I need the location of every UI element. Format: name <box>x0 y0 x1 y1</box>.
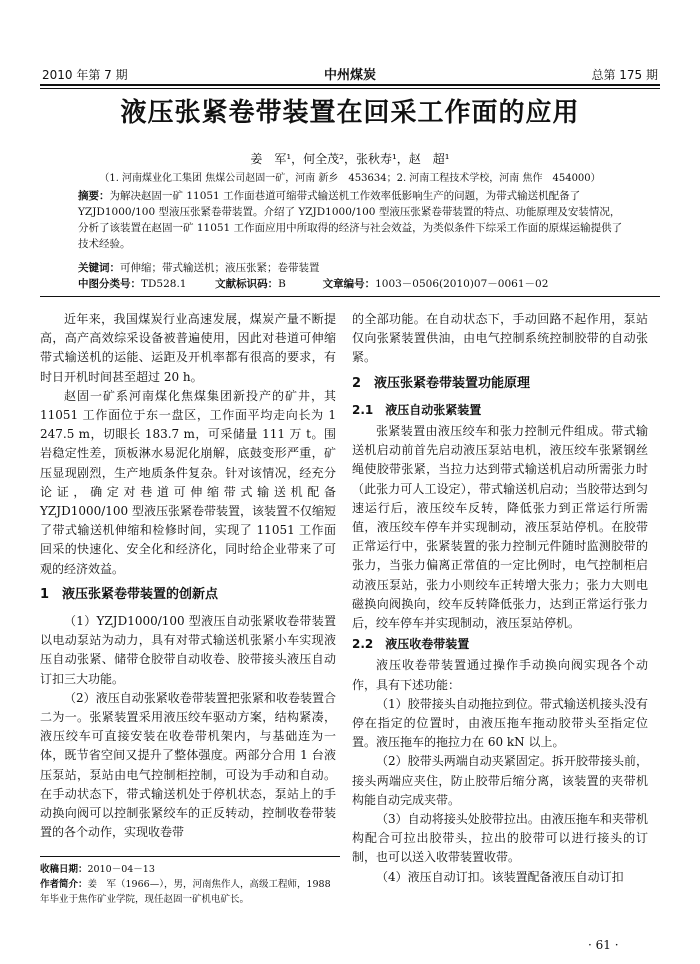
section-2-2-item-1: （1）胶带接头自动拖拉到位。带式输送机接头没有停在指定的位置时，由液压拖车拖动胶带头至指定位置。液压拖车的拖拉力在 60 kN 以上。 <box>352 696 648 750</box>
section-2-1-paragraph: 张紧装置由液压绞车和张力控制元件组成。带式输送机启动前首先启动液压泵站电机，液压绞车张紧钢丝绳使胶带张紧，当拉力达到带式输送机启动所需张力时（此张力可人工设定），带式输送机启动；当胶带达到匀速运行后，液压绞车反转，降低张力到正常运行所需值，液压绞车停车并实现制动，液压泵站停机。在胶带正常运行中，张紧装置的张力控制元件随时监测胶带的张力，当张力偏离正常值的一定比例时，电气控制柜启动液压泵站，张力小则绞车正转增大张力；张力大则电磁换向阀换向，绞车反转降低张力，达到正常运行张力后，绞车停车并实现制动，液压泵站停机。 <box>352 424 648 631</box>
abstract-label: 摘要： <box>78 190 110 202</box>
section-2-2-item-3: （3）自动将接头处胶带拉出。由液压拖车和夹带机构配合可拉出胶带头，拉出的胶带可以进行接头的订制，也可以送入收带装置收带。 <box>352 812 648 865</box>
section-2-2-item-4: （4）液压自动订扣。该装置配备液压自动订扣 <box>376 869 624 884</box>
header-journal: 中州煤炭 <box>323 68 376 83</box>
continued-paragraph: 的全部功能。在自动状态下，手动回路不起作用，泵站仅向张紧装置供油，由电气控制系统控制胶带的自动张紧。 <box>352 312 648 365</box>
header-rule-thin <box>40 88 660 89</box>
section-1-paragraph-2: （2）液压自动张紧收卷带装置把张紧和收卷装置合二为一。张紧装置采用液压绞车驱动方案，结构紧凑，液压绞车可直接安装在收卷带机架内，与基础连为一体，既节省空间又提升了整体强度。两部分合用 1 台液压泵站，泵站由电气控制柜控制，可设为手动和自动。在手动状态下，带式输送机处于停机状态，泵站上的手动换向阀可以控制张紧绞车的正反转动，控制收卷带装置的各个动作，实现收卷带 <box>40 690 336 840</box>
doc-code-value: B <box>278 278 286 290</box>
author-bio: 姜 军（1966—），男，河南焦作人，高级工程师，1988 年毕业于焦作矿业学院，现任赵固一矿机电矿长。 <box>40 879 331 905</box>
intro-paragraph-1: 近年来，我国煤炭行业高速发展，煤炭产量不断提高，高产高效综采设备被普遍使用，因此对巷道可伸缩带式输送机的运能、运距及开机率都有很高的要求，有时日开机时间甚至超过 20 h。 <box>40 312 336 384</box>
article-number-value: 1003－0506(2010)07－0061－02 <box>375 278 549 290</box>
footnote <box>40 862 340 907</box>
clc-label: 中图分类号： <box>78 278 141 290</box>
header-total-issue: 总第 175 期 <box>591 68 658 82</box>
keywords-text: 可伸缩；带式输送机；液压张紧；卷带装置 <box>120 262 320 274</box>
intro-paragraph-2: 赵固一矿系河南煤化焦煤集团新投产的矿井，其 11051 工作面位于东一盘区，工作面平均走向长为 1 247.5 m，切眼长 183.7 m，可采储量 111 万 t。围岩稳定性差，顶板淋水易泥化崩解，底鼓变形严重，矿压显现剧烈，生产地质条件复杂。针对该情况，经充分论证，确定对巷道可伸缩带式输送机配备 YZJD1000/100 型液压张紧卷带装置，该装置不仅缩短了带式输送机伸缩和检修时间，实现了 11051 工作面回采的快速化、安全化和经济化，同时给企业带来了可观的经济效益。 <box>40 388 336 576</box>
header-issue: 2010 年第 7 期 <box>42 68 128 82</box>
section-2-1-heading: 2.1 液压自动张紧装置 <box>352 402 482 417</box>
keywords <box>78 260 626 276</box>
abstract-text: 为解决赵固一矿 11051 工作面巷道可缩带式输送机工作效率低影响生产的问题，为带式输送机配备了 YZJD1000/100 型液压张紧卷带装置。介绍了 YZJD1000/100 型液压张紧卷带装置的特点、功能原理及安装情况，分析了该装置在赵固一矿 11051 工作面应用中所取得的经济与社会效益，为类似条件下综采工作面的原煤运输提供了技术经验。 <box>78 190 623 250</box>
received-label: 收稿日期： <box>40 864 88 875</box>
doc-code-label: 文献标识码： <box>215 278 279 290</box>
section-2-heading: 2 液压张紧卷带装置功能原理 <box>352 375 531 391</box>
clc-value: TD528.1 <box>141 278 187 290</box>
left-column <box>40 310 336 842</box>
abstract-rule <box>40 296 660 297</box>
section-2-2-heading: 2.2 液压收卷带装置 <box>352 637 470 652</box>
keywords-label: 关键词： <box>78 262 120 274</box>
received-date: 2010－04－13 <box>87 864 155 875</box>
abstract <box>78 188 626 252</box>
section-2-2-item-2: （2）胶带头两端自动夹紧固定。拆开胶带接头前，接头两端应夹住，防止胶带后缩分离，该装置的夹带机构能自动完成夹带。 <box>352 754 648 807</box>
page-number: · 61 · <box>588 938 619 952</box>
article-title: 液压张紧卷带装置在回采工作面的应用 <box>120 98 580 128</box>
article-number-label: 文章编号： <box>322 278 376 290</box>
footnote-rule <box>40 856 340 857</box>
affiliation-line: （1. 河南煤业化工集团 焦煤公司赵固一矿，河南 新乡 453634；2. 河南工程技术学校，河南 焦作 454000） <box>99 173 601 184</box>
section-1-paragraph-1: （1）YZJD1000/100 型液压自动张紧收卷带装置以电动泵站为动力，具有对带式输送机张紧小车实现液压自动张紧、储带仓胶带自动收卷、胶带接头液压自动订扣三大功能。 <box>40 614 336 686</box>
header-rule <box>40 84 660 86</box>
classification-line <box>78 276 626 292</box>
section-2-2-intro: 液压收卷带装置通过操作手动换向阀实现各个动作，具有下述功能： <box>352 658 648 692</box>
author-bio-label: 作者简介： <box>40 879 88 890</box>
right-column <box>352 310 648 887</box>
author-line: 姜 军¹，何全茂²，张秋寿¹，赵 超¹ <box>250 152 450 166</box>
section-1-heading: 1 液压张紧卷带装置的创新点 <box>40 586 219 602</box>
